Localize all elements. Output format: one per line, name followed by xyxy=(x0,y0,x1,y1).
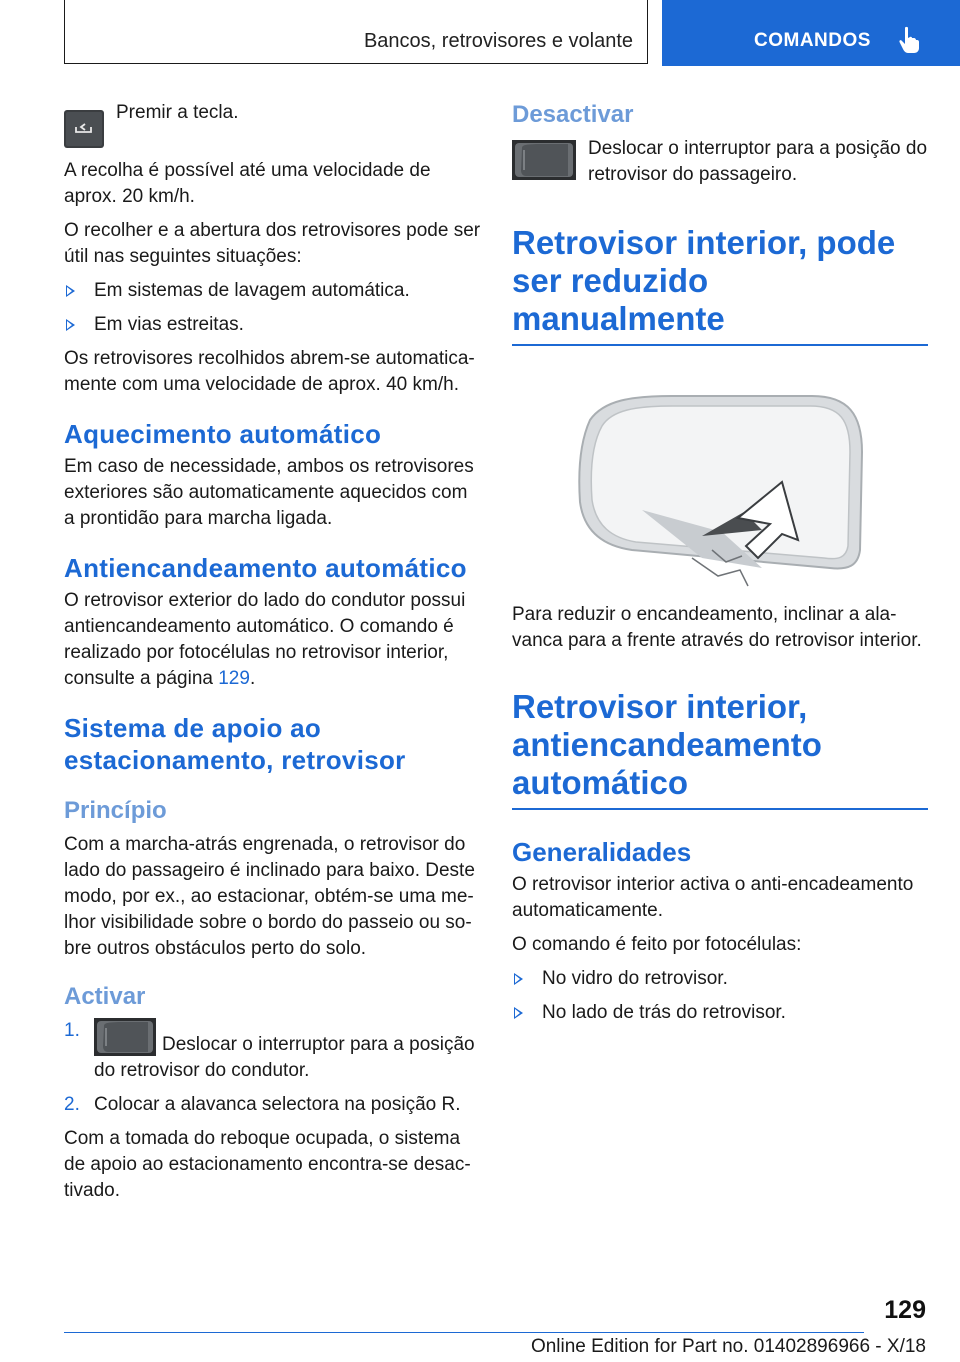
mirror-switch-driver-icon xyxy=(94,1018,156,1056)
bullet-triangle-icon xyxy=(514,973,523,985)
principle-text: Com a marcha-atrás engrenada, o retrovisor do lado do passageiro é inclinado para baixo. Deste modo, por ex., ao estacionar, obtém-se uma me-lhor visibilidade sobre o bordo do passeio ou so-bre outros obstáculos perto do solo. xyxy=(64,834,475,959)
manual-mirror-text: Para reduzir o encandeamento, inclinar a ala-vanca para a frente através do retrovisor interior. xyxy=(512,604,922,651)
chapter-tab xyxy=(662,0,960,66)
list-item: No vidro do retrovisor. xyxy=(512,966,928,992)
list-item: No lado de trás do retrovisor. xyxy=(512,1000,928,1026)
fold-use-text: O recolher e a abertura dos retrovisores pode ser útil nas seguintes situações: xyxy=(64,220,481,267)
fold-speed-text: A recolha é possível até uma velocidade de aprox. 20 km/h. xyxy=(64,160,431,207)
right-column xyxy=(512,100,928,1034)
heading-deactivate: Desactivar xyxy=(512,101,634,128)
list-item: Em sistemas de lavagem automática. xyxy=(64,278,482,304)
section-tab xyxy=(64,0,648,64)
heading-antiglare: Antiencandeamento automático xyxy=(64,553,467,583)
list-item: 2. Colocar a alavanca selectora na posição R. xyxy=(64,1094,461,1115)
list-item: 1. Deslocar o interruptor para a posição do retrovisor do condutor. xyxy=(64,1020,475,1081)
heading-general: Generalidades xyxy=(512,837,692,867)
left-column xyxy=(64,100,482,1212)
general-text-2: O comando é feito por fotocélulas: xyxy=(512,934,802,955)
antiglare-text: O retrovisor exterior do lado do condutor possui antiencandeamento automático. O comando é realizado por fotocélulas no retrovisor interior, consulte a página 129. xyxy=(64,590,466,689)
footer-divider xyxy=(64,1332,864,1333)
footer-edition: Online Edition for Part no. 01402896966 - X/18 xyxy=(530,1336,926,1357)
bullet-triangle-icon xyxy=(66,285,75,297)
general-text-1: O retrovisor interior activa o anti-encadeamento automaticamente. xyxy=(512,874,914,921)
heading-manual-mirror: Retrovisor interior, pode ser reduzido manualmente xyxy=(512,224,928,346)
deactivate-text: Deslocar o interruptor para a posição do retrovisor do passageiro. xyxy=(588,138,928,185)
heating-text: Em caso de necessidade, ambos os retrovisores exteriores são automaticamente aquecidos com a prontidão para marcha ligada. xyxy=(64,456,474,529)
chapter-title: COMANDOS xyxy=(754,30,871,51)
page-link[interactable]: 129 xyxy=(218,668,250,689)
bullet-triangle-icon xyxy=(66,319,75,331)
heading-principle: Princípio xyxy=(64,797,167,824)
heading-parking-assist: Sistema de apoio ao estacionamento, retrovisor xyxy=(64,713,406,775)
list-item: Em vias estreitas. xyxy=(64,312,482,338)
page-number: 129 xyxy=(884,1296,926,1324)
mirror-switch-passenger-icon xyxy=(512,140,576,180)
heading-heating: Aquecimento automático xyxy=(64,419,382,449)
section-title: Bancos, retrovisores e volante xyxy=(363,30,633,52)
rearview-mirror-illustration xyxy=(512,362,928,592)
unfold-speed-text: Os retrovisores recolhidos abrem-se automatica-mente com uma velocidade de aprox. 40 km/h. xyxy=(64,348,475,395)
heading-activate: Activar xyxy=(64,983,146,1010)
pointing-hand-icon xyxy=(898,26,920,54)
press-key-text: Premir a tecla. xyxy=(116,102,239,123)
mirror-fold-button-icon xyxy=(64,110,104,148)
trailer-text: Com a tomada do reboque ocupada, o sistema de apoio ao estacionamento encontra-se desac-tivado. xyxy=(64,1128,471,1201)
heading-auto-mirror: Retrovisor interior, antiencandeamento automático xyxy=(512,688,928,810)
page-header xyxy=(64,0,960,66)
bullet-triangle-icon xyxy=(514,1007,523,1019)
